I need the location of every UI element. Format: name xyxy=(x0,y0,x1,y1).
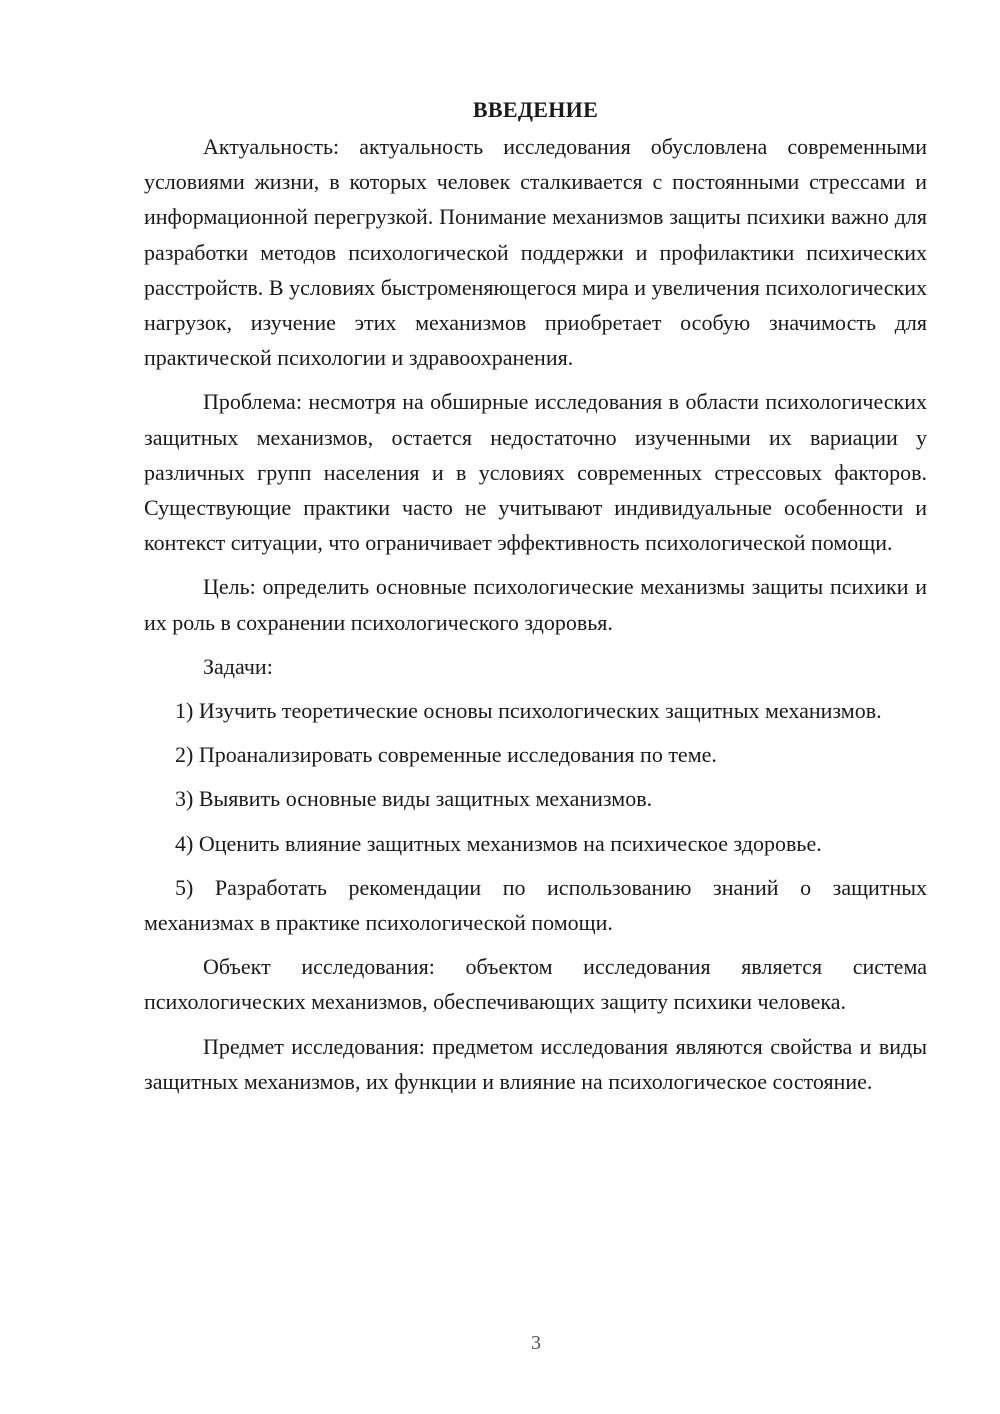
page-content xyxy=(144,92,927,1099)
paragraph-relevance: Актуальность: актуальность исследования обусловлена современными условиями жизни, в которых человек сталкивается с постоянными стрессами и информационной перегрузкой. Понимание механизмов защиты психики важно для разработки методов психологической поддержки и профилактики психических расстройств. В условиях быстроменяющегося мира и увеличения психологических нагрузок, изучение этих механизмов приобретает особую значимость для практической психологии и здравоохранения. xyxy=(144,134,927,371)
paragraph-tasks-label: Задачи: xyxy=(203,653,273,679)
paragraph-goal: Цель: определить основные психологические механизмы защиты психики и их роль в сохранении психологического здоровья. xyxy=(144,574,927,635)
task-item: 1) Изучить теоретические основы психологических защитных механизмов. xyxy=(175,698,882,724)
task-item: 3) Выявить основные виды защитных механизмов. xyxy=(175,786,653,812)
task-item: 2) Проанализировать современные исследования по теме. xyxy=(175,742,717,768)
paragraph-object: Объект исследования: объектом исследования является система психологических механизмов, обеспечивающих защиту психики человека. xyxy=(144,954,927,1015)
paragraph-problem: Проблема: несмотря на обширные исследования в области психологических защитных механизмов, остается недостаточно изученными их вариации у различных групп населения и в условиях современных стрессовых факторов. Существующие практики часто не учитывают индивидуальные особенности и контекст ситуации, что ограничивает эффективность психологической помощи. xyxy=(144,389,927,556)
page-heading: ВВЕДЕНИЕ xyxy=(472,97,599,122)
paragraph-subject: Предмет исследования: предметом исследования являются свойства и виды защитных механизмов, их функции и влияние на психологическое состояние. xyxy=(144,1033,927,1094)
page-number: 3 xyxy=(531,1332,541,1354)
task-item: 4) Оценить влияние защитных механизмов на психическое здоровье. xyxy=(175,830,822,856)
task-item: 5) Разработать рекомендации по использованию знаний о защитных механизмах в практике психологической помощи. xyxy=(144,874,927,936)
